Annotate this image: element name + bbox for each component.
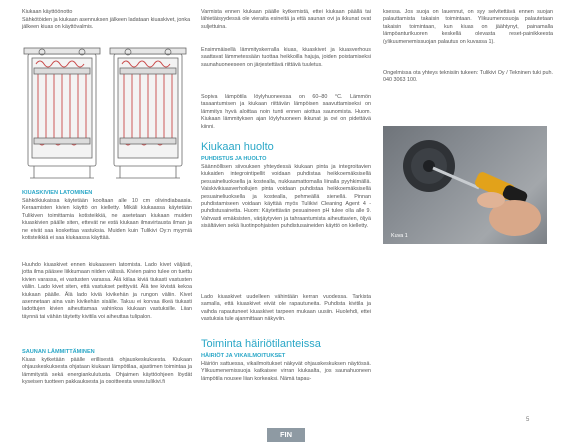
language-badge: FIN	[267, 428, 305, 442]
stones-paragraph-1: Sähkökiukaissa käytetään kooltaan alle 10 cm olivindiabaasia. Keraamisten kivien käyttö on kielletty. Mikäli kiukaassa käytetään Tulikiven toimittamia kotisteikkiä, ne asetetaan kiukaan muiden kiuaskivien päälle siten, ettevät ne estä kiukaan ilmavirtausta ilman ja ne eivät saa koskettaa vastuksia. Muiden kuin Tulikivi Oy:n myymiä kotisteikkiä ei saa kiukaassa käyttää.	[22, 198, 192, 242]
fault-paragraph: Häiriön sattuessa, vikailmoitukset näkyvät ohjauskeskuksen näytössä. Ylikuumenemissuoja katkaisee virran kiukaalta, jos saunahuoneen lämpötila nousee liian korkeaksi. Nämä tapau-	[201, 361, 371, 382]
stones-title: KIUASKIVIEN LATOMINEN	[22, 190, 93, 196]
right-paragraph-2: Ongelmissa ota yhteys teknisiin tukeen: Tulikivi Oy / Tekninen tuki puh. 040 3063 100.	[383, 70, 553, 84]
cleaning-title: PUHDISTUS JA HUOLTO	[201, 156, 267, 162]
fault-title: HÄIRIÖT JA VIKAILMOITUKSET	[201, 353, 286, 359]
heating-paragraph: Kiuas kytketään päälle erillisestä ohjauskeskuksesta. Kiukaan ohjauskeskuksesta ohjataan kiukaan lämpötilaa, ajastimen toimintaa ja lämmitystä sekä energiankulutusta. Ohjaimen käyttöohjeen löydät kyseisen tuotteen pakkauksesta ja osoitteesta www.tulikivi.fi	[22, 357, 192, 386]
care-heading: Kiukaan huolto	[201, 141, 274, 153]
middle-paragraph-3: Sopiva lämpötila löylyhuoneessa on 60–80 °C. Lämmön tasaantumisen ja kiukaan riittävän lämpöisen saavuttamiseksi on lämmitys hyvä aloittaa noin tunti ennen aiottua saunomista. Huom. Kiukaan lämmityksen ajan löylyhuoneen ikkunat ja ovi on pidettävä kiinni.	[201, 94, 371, 130]
screwdriver-illustration	[383, 126, 547, 244]
stove-left-drawing	[24, 48, 100, 178]
photo-caption: Kuva 1	[391, 233, 408, 239]
heating-title: SAUNAN LÄMMITTÄMINEN	[22, 349, 95, 355]
intro-heading: Kiukaan käyttöönotto	[22, 9, 73, 15]
page-number: 5	[526, 417, 530, 423]
stove-right-drawing	[110, 48, 186, 178]
right-paragraph-1: ksessa. Jos suoja on lauennut, on syy selvitettävä ennen suojan palauttamista takaisin toimintaan. Ylikuumenosuoja palautetaan takaisin toimintaan, kun kiuas on jäähtynyt, painamalla lämpöanturikuoren keskellä olevasta reset-painikkeesta (ylikuumenemissuojan palautus on kuvassa 1).	[383, 9, 553, 45]
middle-paragraph-1: Varmista ennen kiukaan päälle kytkemistä, ettei kiukaan päällä tai lähietäisyydessä ole vieraita esineitä ja että saunan ovi ja ikkunat ovat suljettuina.	[201, 9, 371, 30]
stove-illustration	[22, 42, 190, 188]
middle-paragraph-2: Ensimmäisellä lämmityskerralla kiuas, kiuaskivet ja kiuasverhous saattavat lämmetessään tuottaa heikkoilla hajuja, joiden poistamiseksi saunahuoneeseen on järjestettävä riittävä tuuletus.	[201, 47, 371, 68]
stones-paragraph-2: Huuhdo kiuaskivet ennen kiukaaseen latomista. Lado kivet väljästi, jotta ilma pääsee liikkumaan niiden välissä. Kivien paino tulee on tuettu kivien varassa, ei vastusten varassa. Älä kiilaa kiviä tiukasti vastusten väliin. Lado kivet siten, että vastukset peittyvät. Älä tee kivistä kekoa kiukaan päälle. Älä lado kiviä kivikehän ja rungon väliin. Kivet asennetaan aina vain kivikehän sisälle. Takuu ei korvaa ilkeä tiukasti ladottujen kivien aiheuttamaa vahinkoa kiukaan vastuksille. Liian täynnä tai vähän täytetty kivitila voi aiheuttaa tulipalon.	[22, 262, 192, 320]
reset-button-photo	[383, 126, 547, 244]
cleaning-paragraph-1: Säännöllisen siivouksen yhteydessä kiukaan pinta ja integroitavien kiukaiden integrointipellit voidaan puhdistaa heikkoemäksisellä pesuaineliuoksella ja kostealla, nukkaamattomalla liinalla pyyhkimällä. Vaiskivikiuasverhoilujen pinta voidaan puhdistaa heikkoemäksisellä pesuaineliuoksella ja kostealla, pehmeällä sienellä. Pinnan puhdistamiseen voidaan käyttää myös Tulikivi Cleaning Agent 4 -puhdistusainetta. Huom: Käytettävän pesuaineen pH tulee olla alle 9. Vahvasti emäksisten, värjäytyvien ja tahraantumista aiheuttavien, öljyä sisältävien sekä liuotinpohjaisten puhdistusaineiden käyttö on kielletty.	[201, 164, 371, 230]
intro-text: Sähkötöiden ja kiukaan asennuksen jälkeen ladataan kiuaskivet, jonka jälkeen kiuas on käyttövalmis.	[22, 17, 191, 31]
cleaning-paragraph-2: Lado kiuaskivet uudelleen vähintään kerran vuodessa. Tarkista samalla, että kiuaskivet eivät ole rapautuneita. Puhdista kivitila ja vaihda rapautuneet kiuaskivet tarpeen mukaan uusiin. Huolehdi, ettei vastuksia tule ajanmittaan näkyviin.	[201, 294, 371, 323]
fault-heading: Toiminta häiriötilanteissa	[201, 338, 321, 350]
